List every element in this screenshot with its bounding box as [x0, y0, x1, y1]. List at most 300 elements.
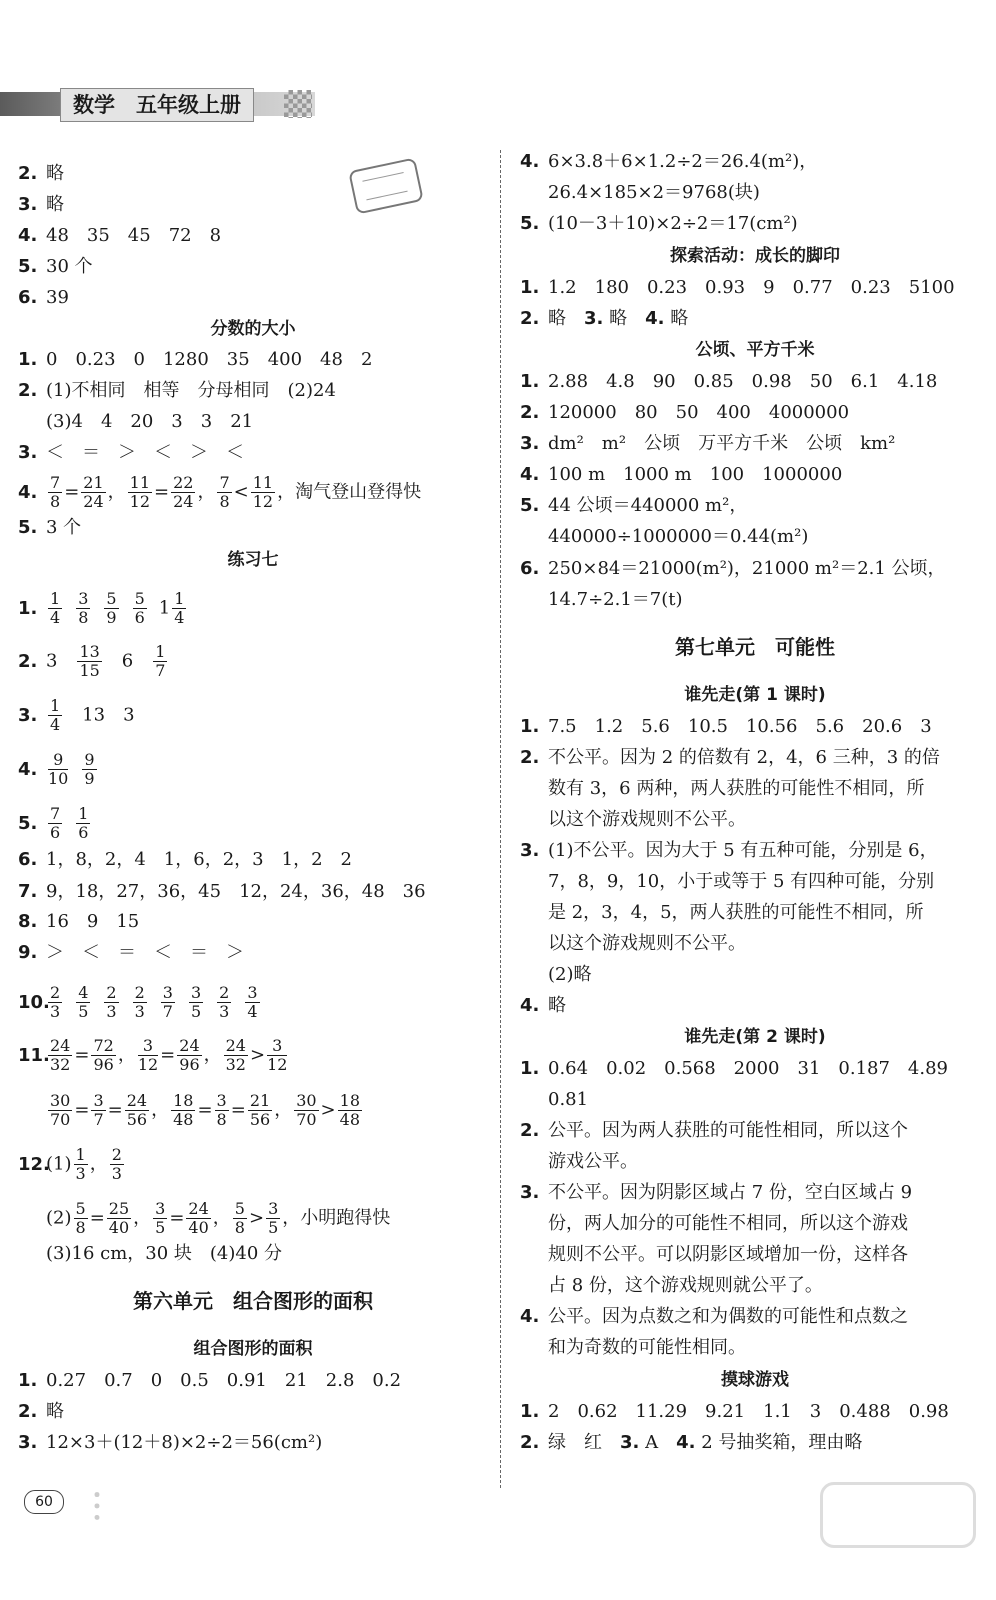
fraction: [138, 1037, 158, 1074]
watermark-logo: [820, 1482, 976, 1548]
answer-text: ，: [107, 481, 126, 503]
answer-line: [18, 474, 488, 511]
answer-line: [18, 880, 488, 904]
item-number: 4.: [18, 758, 38, 780]
denominator: 4: [247, 1002, 258, 1021]
answer-text: 绿 红: [548, 1432, 620, 1453]
answer-text: <: [233, 481, 249, 503]
answer-text: 120000 80 50 400 4000000: [548, 402, 850, 423]
fraction: [251, 474, 275, 511]
item-number: 4.: [676, 1432, 696, 1453]
answer-text: =: [74, 1099, 90, 1121]
denominator: 70: [296, 1110, 317, 1129]
answer-line: [520, 150, 990, 174]
answer-text: ，: [133, 1207, 152, 1229]
fraction: [215, 1092, 229, 1129]
answer-text: >: [320, 1099, 336, 1121]
fraction: [172, 590, 186, 627]
numerator: 25: [108, 1199, 130, 1218]
denominator: 3: [75, 1164, 86, 1183]
answer-text: 0.64 0.02 0.568 2000 31 0.187 4.89: [548, 1058, 949, 1079]
section-heading: 探索活动：成长的脚印: [670, 246, 840, 266]
fraction: [189, 984, 203, 1021]
answer-line: [18, 941, 488, 965]
denominator: 12: [252, 492, 274, 511]
answer-text: =: [107, 1099, 123, 1121]
denominator: 56: [249, 1110, 271, 1129]
item-number: 5.: [520, 213, 540, 234]
answer-line: [520, 525, 990, 549]
answer-text: 1.2 180 0.23 0.93 9 0.77 0.23 5100: [548, 277, 955, 298]
item-number: 1.: [18, 349, 38, 370]
denominator: 5: [78, 1002, 89, 1021]
numerator: 1: [50, 696, 61, 715]
answer-line: [520, 588, 990, 612]
denominator: 4: [174, 608, 185, 627]
denominator: 3: [219, 1002, 230, 1021]
fraction: [128, 474, 152, 511]
answer-text: 略: [46, 163, 64, 184]
item-number: 12.: [18, 1153, 50, 1175]
fraction: [153, 1200, 167, 1237]
section-heading: 公顷、平方千米: [695, 340, 815, 360]
answer-text: A: [639, 1432, 677, 1453]
header-pattern: [284, 90, 312, 118]
denominator: 32: [50, 1055, 71, 1074]
answer-text: 3 个: [46, 517, 82, 538]
item-number: 9.: [18, 942, 38, 963]
denominator: 10: [48, 769, 69, 788]
answer-line: [520, 777, 990, 801]
answer-text: ，: [212, 1207, 231, 1229]
answer-line: [18, 1146, 488, 1183]
answer-line: [520, 370, 990, 394]
denominator: 5: [268, 1218, 279, 1237]
numerator: 30: [50, 1091, 71, 1110]
numerator: 24: [225, 1036, 246, 1055]
denominator: 12: [267, 1055, 288, 1074]
numerator: 13: [79, 642, 100, 661]
item-number: 2.: [520, 1120, 540, 1141]
answer-line: [18, 1092, 488, 1129]
fraction: [48, 805, 62, 842]
item-number: 6.: [18, 287, 38, 308]
fraction: [81, 474, 105, 511]
answer-text: (1)不相同 相等 分母相同 (2)24: [46, 380, 336, 401]
answer-line: [520, 463, 990, 487]
answer-line: [18, 1400, 488, 1424]
item-number: 6.: [18, 849, 38, 870]
answer-text: 以这个游戏规则不公平。: [548, 933, 746, 954]
section-heading: 谁先走(第 2 课时): [684, 1027, 826, 1047]
item-number: 11.: [18, 1044, 50, 1066]
denominator: 3: [50, 1002, 61, 1021]
answer-line: [520, 1243, 990, 1267]
item-number: 4.: [520, 464, 540, 485]
item-number: 2.: [520, 747, 540, 768]
numerator: 9: [48, 751, 68, 770]
fraction: [110, 1146, 124, 1183]
answer-text: 略: [664, 308, 689, 329]
denominator: 4: [50, 715, 61, 734]
fraction: [133, 984, 147, 1021]
page-number: 60: [24, 1490, 64, 1514]
answer-line: [18, 1369, 488, 1393]
denominator: 8: [78, 608, 89, 627]
answer-line: [520, 307, 990, 331]
item-number: 3.: [620, 1432, 640, 1453]
item-number: 1.: [520, 371, 540, 392]
answer-line: [18, 1037, 488, 1074]
answer-text: 48 35 45 72 8: [46, 225, 222, 246]
item-number: 1.: [18, 597, 38, 619]
answer-line: [520, 276, 990, 300]
answer-line: [520, 746, 990, 770]
item-number: 2.: [18, 380, 38, 401]
answer-text: 14.7÷2.1＝7(t): [548, 589, 683, 610]
item-number: 4.: [520, 151, 540, 172]
denominator: 3: [111, 1164, 122, 1183]
answer-text: ，: [203, 1044, 222, 1066]
denominator: 8: [50, 492, 61, 511]
answer-text: 2.88 4.8 90 0.85 0.98 50 6.1 4.18: [548, 371, 938, 392]
answer-text: 略: [548, 308, 584, 329]
numerator: 1: [155, 642, 166, 661]
numerator: 2: [219, 983, 230, 1002]
answer-text: dm² m² 公顷 万平方千米 公顷 km²: [548, 433, 896, 454]
item-number: 10.: [18, 991, 50, 1013]
watermark-text-mark: ︙: [80, 1488, 118, 1528]
numerator: 3: [216, 1091, 227, 1110]
numerator: 21: [83, 473, 104, 492]
denominator: 7: [155, 661, 166, 680]
answer-line: [520, 181, 990, 205]
answer-text: 7，8，9，10，小于或等于 5 有四种可能，分别: [548, 871, 935, 892]
answer-text: 12×3＋(12＋8)×2÷2＝56(cm²): [46, 1432, 323, 1453]
answer-text: ，: [197, 481, 216, 503]
item-number: 3.: [520, 1182, 540, 1203]
fraction: [266, 1200, 280, 1237]
numerator: 7: [50, 804, 61, 823]
answer-line: [18, 643, 488, 680]
section-heading: 组合图形的面积: [193, 1339, 313, 1359]
item-number: 6.: [520, 558, 540, 579]
answer-line: [18, 697, 488, 734]
fraction: [77, 643, 101, 680]
answer-text: =: [154, 481, 170, 503]
answer-text: 公平。因为两人获胜的可能性相同，所以这个: [548, 1120, 908, 1141]
answer-line: [18, 1200, 488, 1237]
item-number: 1.: [18, 1370, 38, 1391]
item-number: 5.: [520, 495, 540, 516]
item-number: 4.: [18, 481, 38, 503]
numerator: 2: [134, 983, 145, 1002]
fraction: [74, 1200, 88, 1237]
answer-line: [18, 805, 488, 842]
item-number: 3.: [520, 840, 540, 861]
numerator: 72: [93, 1036, 114, 1055]
denominator: 24: [173, 492, 194, 511]
item-number: 3.: [18, 442, 38, 463]
answer-text: 0 0.23 0 1280 35 400 48 2: [46, 349, 373, 370]
denominator: 6: [78, 823, 89, 842]
answer-line: [520, 1274, 990, 1298]
column-divider: [500, 150, 501, 1488]
denominator: 12: [129, 492, 150, 511]
numerator: 2: [50, 983, 61, 1002]
fraction: [217, 474, 231, 511]
denominator: 32: [225, 1055, 246, 1074]
answer-line: [18, 910, 488, 934]
fraction: [48, 1037, 72, 1074]
numerator: 2: [111, 1145, 122, 1164]
fraction: [104, 590, 118, 627]
answer-text: ，: [151, 1099, 170, 1121]
fraction: [153, 643, 167, 680]
answer-text: 游戏公平。: [548, 1151, 638, 1172]
numerator: 3: [155, 1199, 166, 1218]
numerator: 30: [296, 1091, 317, 1110]
item-number: 2.: [520, 308, 540, 329]
answer-text: ，: [89, 1153, 108, 1175]
numerator: 18: [339, 1091, 360, 1110]
numerator: 5: [106, 589, 117, 608]
item-number: 3.: [584, 308, 604, 329]
numerator: 3: [138, 1037, 158, 1056]
answer-text: 份，两人加分的可能性不相同，所以这个游戏: [548, 1213, 908, 1234]
numerator: 3: [267, 1037, 287, 1056]
item-number: 2.: [18, 650, 38, 672]
fraction: [76, 590, 90, 627]
fraction: [48, 984, 62, 1021]
numerator: 3: [162, 983, 173, 1002]
answer-text: (10－3＋10)×2÷2＝17(cm²): [548, 213, 798, 234]
denominator: 15: [79, 661, 100, 680]
fraction: [233, 1200, 247, 1237]
answer-line: [18, 1242, 488, 1266]
answer-text: 略: [46, 194, 64, 215]
numerator: 1: [78, 804, 89, 823]
numerator: 24: [50, 1036, 71, 1055]
denominator: 9: [106, 608, 117, 627]
denominator: 8: [216, 1110, 227, 1129]
item-number: 3.: [18, 1432, 38, 1453]
numerator: 3: [93, 1091, 104, 1110]
answer-text: 250×84＝21000(m²)，21000 m²＝2.1 公顷，: [548, 558, 946, 579]
denominator: 4: [50, 608, 61, 627]
denominator: 96: [93, 1055, 114, 1074]
answer-text: ，: [274, 1099, 293, 1121]
fraction: [161, 984, 175, 1021]
answer-text: 是 2，3，4，5，两人获胜的可能性不相同，所: [548, 902, 924, 923]
answer-line: [18, 410, 488, 434]
numerator: 1: [50, 589, 61, 608]
numerator: 11: [129, 473, 150, 492]
numerator: 4: [78, 983, 89, 1002]
answer-text: 略: [46, 1401, 64, 1422]
item-number: 5.: [18, 812, 38, 834]
answer-text: 6: [103, 650, 152, 672]
numerator: 21: [249, 1091, 271, 1110]
numerator: 9: [84, 750, 95, 769]
denominator: 9: [84, 769, 95, 788]
denominator: 40: [188, 1218, 209, 1237]
answer-text: 规则不公平。可以阴影区域增加一份，这样各: [548, 1244, 908, 1265]
answer-text: 略: [548, 995, 566, 1016]
item-number: 7.: [18, 881, 38, 902]
numerator: 1: [75, 1145, 86, 1164]
item-number: 4.: [520, 995, 540, 1016]
answer-line: [18, 751, 488, 788]
answer-line: [18, 162, 488, 186]
denominator: 56: [126, 1110, 148, 1129]
numerator: 24: [126, 1091, 148, 1110]
fraction: [76, 805, 90, 842]
fraction: [91, 1092, 105, 1129]
fraction: [125, 1092, 149, 1129]
fraction: [171, 474, 195, 511]
answer-text: 0.27 0.7 0 0.5 0.91 21 2.8 0.2: [46, 1370, 402, 1391]
answer-text: 和为奇数的可能性相同。: [548, 1337, 746, 1358]
answer-text: 略: [603, 308, 646, 329]
answer-line: [520, 1212, 990, 1236]
numerator: 3: [247, 983, 258, 1002]
fraction: [217, 984, 231, 1021]
answer-line: [520, 808, 990, 832]
item-number: 5.: [18, 256, 38, 277]
item-number: 1.: [520, 1401, 540, 1422]
answer-line: [18, 848, 488, 872]
denominator: 48: [173, 1110, 194, 1129]
numerator: 7: [219, 473, 230, 492]
answer-line: [520, 1181, 990, 1205]
numerator: 24: [179, 1036, 200, 1055]
answer-line: [520, 1336, 990, 1360]
numerator: 2: [106, 983, 117, 1002]
answer-text: 44 公顷＝440000 m²，: [548, 495, 748, 516]
denominator: 70: [50, 1110, 71, 1129]
numerator: 5: [75, 1199, 86, 1218]
fraction: [76, 984, 90, 1021]
fraction: [48, 1092, 72, 1129]
answer-text: (3)16 cm，30 块 (4)40 分: [46, 1243, 283, 1264]
answer-line: [520, 994, 990, 1018]
answer-text: =: [230, 1099, 246, 1121]
numerator: 22: [173, 473, 194, 492]
fraction: [248, 1092, 272, 1129]
fraction: [245, 984, 259, 1021]
denominator: 8: [219, 492, 230, 511]
answer-text: 26.4×185×2＝9768(块): [548, 182, 760, 203]
denominator: 6: [134, 608, 145, 627]
denominator: 6: [50, 823, 61, 842]
item-number: 2.: [18, 1401, 38, 1422]
answer-text: 7.5 1.2 5.6 10.5 10.56 5.6 20.6 3: [548, 716, 932, 737]
item-number: 1.: [520, 277, 540, 298]
answer-line: [520, 901, 990, 925]
denominator: 8: [234, 1218, 245, 1237]
answer-line: [18, 348, 488, 372]
answer-line: [520, 1057, 990, 1081]
denominator: 12: [137, 1055, 159, 1074]
answer-line: [18, 1431, 488, 1455]
answer-line: [520, 1119, 990, 1143]
answer-text: 39: [46, 287, 69, 308]
denominator: 40: [108, 1218, 130, 1237]
denominator: 3: [134, 1002, 145, 1021]
answer-line: [520, 1088, 990, 1112]
denominator: 7: [162, 1002, 173, 1021]
denominator: 24: [83, 492, 104, 511]
answer-text: 公平。因为点数之和为偶数的可能性和点数之: [548, 1306, 908, 1327]
answer-text: >: [248, 1207, 265, 1229]
answer-line: [520, 401, 990, 425]
numerator: 1: [174, 589, 185, 608]
answer-text: 1: [158, 597, 171, 619]
item-number: 1.: [520, 716, 540, 737]
answer-line: [520, 1431, 990, 1455]
fraction: [91, 1037, 115, 1074]
denominator: 96: [179, 1055, 200, 1074]
fraction: [48, 697, 62, 734]
item-number: 3.: [18, 194, 38, 215]
answer-text: 不公平。因为阴影区域占 7 份，空白区域占 9: [548, 1182, 913, 1203]
answer-line: [520, 494, 990, 518]
answer-text: (1)不公平。因为大于 5 有五种可能，分别是 6，: [548, 840, 938, 861]
answer-text: =: [169, 1207, 185, 1229]
answer-text: =: [89, 1207, 105, 1229]
denominator: 7: [93, 1110, 104, 1129]
answer-line: [18, 516, 488, 540]
section-heading: 练习七: [227, 550, 279, 570]
item-number: 4.: [645, 308, 665, 329]
item-number: 8.: [18, 911, 38, 932]
header-title: 数学 五年级上册: [60, 88, 254, 122]
answer-text: (2)略: [548, 964, 592, 985]
item-number: 2.: [520, 1432, 540, 1453]
answer-text: 数有 3，6 两种，两人获胜的可能性不相同，所: [548, 778, 925, 799]
item-number: 5.: [18, 517, 38, 538]
answer-text: 2 0.62 11.29 9.21 1.1 3 0.488 0.98: [548, 1401, 949, 1422]
answer-line: [520, 932, 990, 956]
denominator: 48: [339, 1110, 360, 1129]
answer-text: (2): [46, 1207, 72, 1229]
answer-line: [520, 715, 990, 739]
answer-text: 6×3.8＋6×1.2÷2＝26.4(m²)，: [548, 151, 818, 172]
answer-line: [520, 1305, 990, 1329]
fraction: [224, 1037, 248, 1074]
numerator: 18: [173, 1091, 194, 1110]
denominator: 8: [75, 1218, 86, 1237]
answer-text: 16 9 15: [46, 911, 140, 932]
answer-text: 以这个游戏规则不公平。: [548, 809, 746, 830]
denominator: 3: [106, 1002, 117, 1021]
item-number: 4.: [520, 1306, 540, 1327]
answer-text: ，小明跑得快: [282, 1207, 391, 1229]
answer-text: 100 m 1000 m 100 1000000: [548, 464, 843, 485]
answer-line: [18, 379, 488, 403]
section-heading: 分数的大小: [210, 319, 296, 339]
fraction: [48, 590, 62, 627]
unit-heading: 第六单元 组合图形的面积: [133, 1289, 373, 1313]
numerator: 5: [134, 589, 145, 608]
answer-line: [520, 1150, 990, 1174]
answer-text: 不公平。因为 2 的倍数有 2，4，6 三种，3 的倍: [548, 747, 940, 768]
fraction: [107, 1200, 131, 1237]
answer-text: ＞ ＜ ＝ ＜ ＝ ＞: [46, 942, 244, 963]
answer-line: [520, 557, 990, 581]
answer-line: [520, 839, 990, 863]
